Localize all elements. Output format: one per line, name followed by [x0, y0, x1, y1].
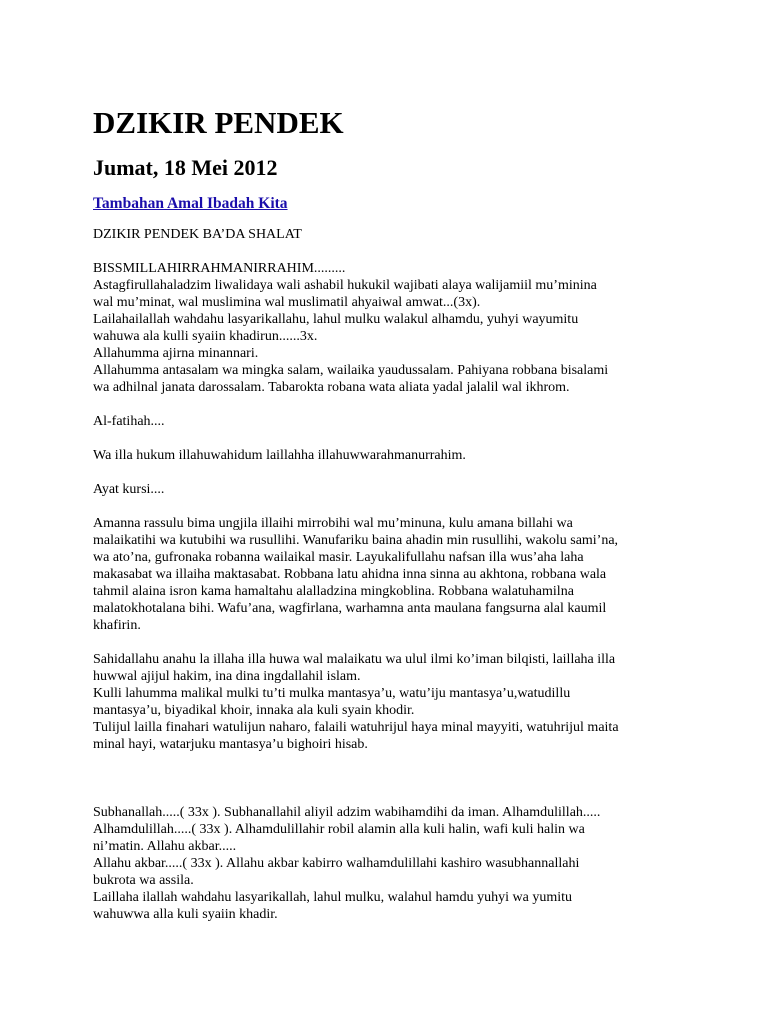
text-line: mantasya’u, biyadikal khoir, innaka ala kuli syain khodir.	[93, 703, 415, 718]
text-line: Laillaha ilallah wahdahu lasyarikallah, lahul mulku, walahul hamdu yuhyi wa yumitu	[93, 890, 572, 905]
text-line: Allahumma ajirna minannari.	[93, 346, 259, 361]
text-line: BISSMILLAHIRRAHMANIRRAHIM.........	[93, 261, 346, 276]
document-page	[93, 104, 693, 923]
text-line: Ayat kursi....	[93, 482, 165, 497]
post-title-link[interactable]: Tambahan Amal Ibadah Kita	[93, 195, 288, 212]
text-line: Al-fatihah....	[93, 414, 165, 429]
text-line: Amanna rassulu bima ungjila illaihi mirrobihi wal mu’minuna, kulu amana billahi wa	[93, 516, 573, 531]
text-line	[93, 634, 693, 651]
text-line: ni’matin. Allahu akbar.....	[93, 839, 237, 854]
text-line: Subhanallah.....( 33x ). Subhanallahil aliyil adzim wabihamdihi da iman. Alhamdulillah.....	[93, 805, 601, 820]
text-line: Alhamdulillah.....( 33x ). Alhamdulillahir robil alamin alla kuli halin, wafi kuli halin wa	[93, 822, 585, 837]
text-line: tahmil alaina isron kama hamaltahu alalladzina mingkoblina. Robbana walatuhamilna	[93, 584, 574, 599]
text-line: huwwal ajijul hakim, ina dina ingdallahil islam.	[93, 669, 361, 684]
text-line: Sahidallahu anahu la illaha illa huwa wal malaikatu wa ulul ilmi ko’iman bilqisti, laillaha illa	[93, 652, 616, 667]
text-line: wa ato’na, gufronaka robanna wailaikal masir. Layukalifullahu nafsan illa wus’aha laha	[93, 550, 584, 565]
text-line	[93, 787, 693, 804]
text-line: minal hayi, watarjuku mantasya’u bighoiri hisab.	[93, 737, 368, 752]
text-line: DZIKIR PENDEK BA’DA SHALAT	[93, 227, 302, 242]
text-line	[93, 770, 693, 787]
text-line: malatokhotalana bihi. Wafu’ana, wagfirlana, warhamna anta maulana fangsurna alal kaumil	[93, 601, 607, 616]
text-line: malaikatihi wa kutubihi wa rusullihi. Wanufariku baina ahadin min rusullihi, wakolu sami’na,	[93, 533, 619, 548]
text-line	[93, 498, 693, 515]
text-line: Allahumma antasalam wa mingka salam, wailaika yaudussalam. Pahiyana robbana bisalami	[93, 363, 609, 378]
text-line: Lailahailallah wahdahu lasyarikallahu, lahul mulku walakul alhamdu, yuhyi wayumitu	[93, 312, 579, 327]
text-line: wahuwa ala kulli syaiin khadirun......3x.	[93, 329, 318, 344]
page-title: DZIKIR PENDEK	[93, 105, 344, 140]
text-line: wa adhilnal janata darossalam. Tabarokta robana wata aliata yadal jalalil wal ikhrom.	[93, 380, 570, 395]
text-line: Allahu akbar.....( 33x ). Allahu akbar kabirro walhamdulillahi kashiro wasubhannallahi	[93, 856, 580, 871]
post-body	[93, 226, 693, 923]
text-line: wahuwwa alla kuli syaiin khadir.	[93, 907, 278, 922]
text-line: bukrota wa assila.	[93, 873, 194, 888]
text-line: khafirin.	[93, 618, 141, 633]
text-line	[93, 430, 693, 447]
text-line	[93, 396, 693, 413]
text-line: makasabat wa illaiha maktasabat. Robbana latu ahidna inna sinna au akhtona, robbana wala	[93, 567, 607, 582]
text-line: Wa illa hukum illahuwahidum laillahha illahuwwarahmanurrahim.	[93, 448, 466, 463]
text-line	[93, 464, 693, 481]
post-date: Jumat, 18 Mei 2012	[93, 155, 278, 180]
text-line: Astagfirullahaladzim liwalidaya wali ashabil hukukil wajibati alaya walijamiil mu’minina	[93, 278, 597, 293]
text-line: Tulijul lailla finahari watulijun naharo, falaili watuhrijul haya minal mayyiti, watuhrijul maita	[93, 720, 619, 735]
text-line	[93, 753, 693, 770]
text-line: Kulli lahumma malikal mulki tu’ti mulka mantasya’u, watu’iju mantasya’u,watudillu	[93, 686, 571, 701]
text-line	[93, 243, 693, 260]
text-line: wal mu’minat, wal muslimina wal muslimatil ahyaiwal amwat...(3x).	[93, 295, 481, 310]
